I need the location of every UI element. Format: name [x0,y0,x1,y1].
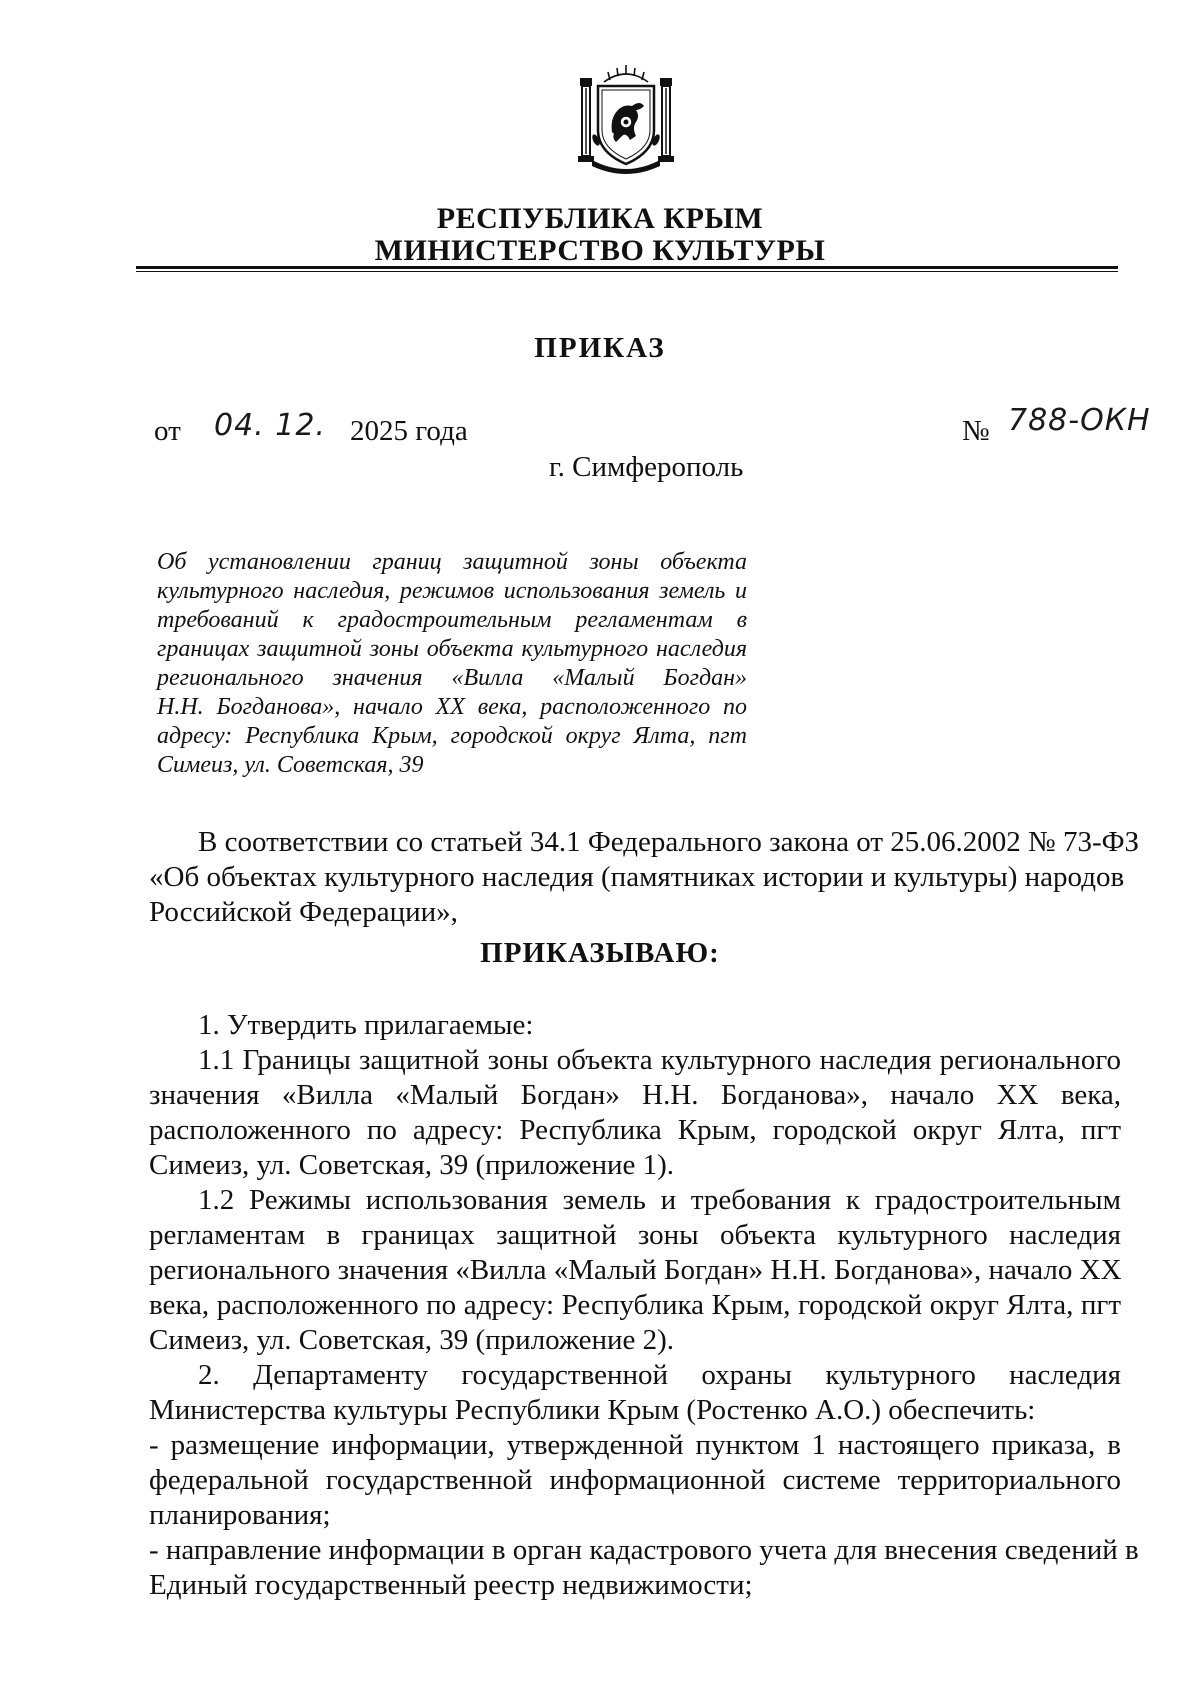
order-title: ПРИКАЗ [534,332,666,364]
item-1-2-line: 1.2 Режимы использования земель и требования к градостроительным [198,1184,1121,1216]
order-items [149,1008,1139,1603]
handwritten-number: 788-ОКН [1008,403,1151,438]
item-1-2-line: регионального значения «Вилла «Малый Богдан» Н.Н. Богданова», начало XX [149,1254,1122,1286]
preamble [149,825,1140,930]
item-1: 1. Утвердить прилагаемые: [198,1009,534,1041]
item-1-2-line: века, расположенного по адресу: Республика Крым, городской округ Ялта, пгт [149,1289,1121,1321]
bullet-1-line: планирования; [149,1499,331,1531]
handwritten-date: 04. 12. [214,408,326,443]
bullet-1-line: федеральной государственной информационной системе территориального [149,1464,1121,1496]
bullet-2-line: Единый государственный реестр недвижимости; [149,1569,753,1601]
item-2-line: 2. Департаменту государственной охраны культурного наследия [198,1359,1121,1391]
preamble-line: В соответствии со статьей 34.1 Федерального закона от 25.06.2002 № 73-ФЗ [198,826,1140,858]
item-1-1-line: 1.1 Границы защитной зоны объекта культурного наследия регионального [198,1044,1121,1076]
crimea-coat-of-arms-emblem [574,60,678,176]
item-1-1-line: расположенного по адресу: Республика Крым, городской округ Ялта, пгт [149,1114,1121,1146]
number-prefix: № [962,415,990,447]
subject-line: требований к градостроительным регламентам в [157,607,747,633]
item-1-2-line: Симеиз, ул. Советская, 39 (приложение 2). [149,1324,675,1356]
order-subject [157,548,747,780]
preamble-line: «Об объектах культурного наследия (памятниках истории и культуры) народов [149,861,1125,893]
item-2-line: Министерства культуры Республики Крым (Ростенко А.О.) обеспечить: [149,1394,1036,1426]
date-year: 2025 года [350,415,468,447]
subject-line: Н.Н. Богданова», начало XX века, расположенного по [157,694,747,720]
preamble-line: Российской Федерации», [149,896,458,928]
bullet-2-line: - направление информации в орган кадастрового учета для внесения сведений в [149,1534,1139,1566]
subject-line: культурного наследия, режимов использования земель и [157,578,747,604]
subject-line: границах защитной зоны объекта культурного наследия [157,636,747,662]
command-heading: ПРИКАЗЫВАЮ: [480,937,720,969]
subject-line: Об установлении границ защитной зоны объекта [157,549,747,575]
subject-line: Симеиз, ул. Советская, 39 [157,752,424,778]
city: г. Симферополь [549,451,744,483]
header-republic: РЕСПУБЛИКА КРЫМ [436,202,764,235]
item-1-1-line: Симеиз, ул. Советская, 39 (приложение 1). [149,1149,675,1181]
bullet-1-line: - размещение информации, утвержденной пунктом 1 настоящего приказа, в [149,1429,1121,1461]
date-prefix: от [154,415,181,447]
header-divider-thin [136,271,1118,272]
item-1-1-line: значения «Вилла «Малый Богдан» Н.Н. Богданова», начало XX века, [149,1079,1121,1111]
header-ministry: МИНИСТЕРСТВО КУЛЬТУРЫ [374,234,826,267]
header-divider [136,266,1118,269]
subject-line: адресу: Республика Крым, городской округ Ялта, пгт [157,723,747,749]
subject-line: регионального значения «Вилла «Малый Богдан» [157,665,747,691]
item-1-2-line: регламентам в границах защитной зоны объекта культурного наследия [149,1219,1121,1251]
